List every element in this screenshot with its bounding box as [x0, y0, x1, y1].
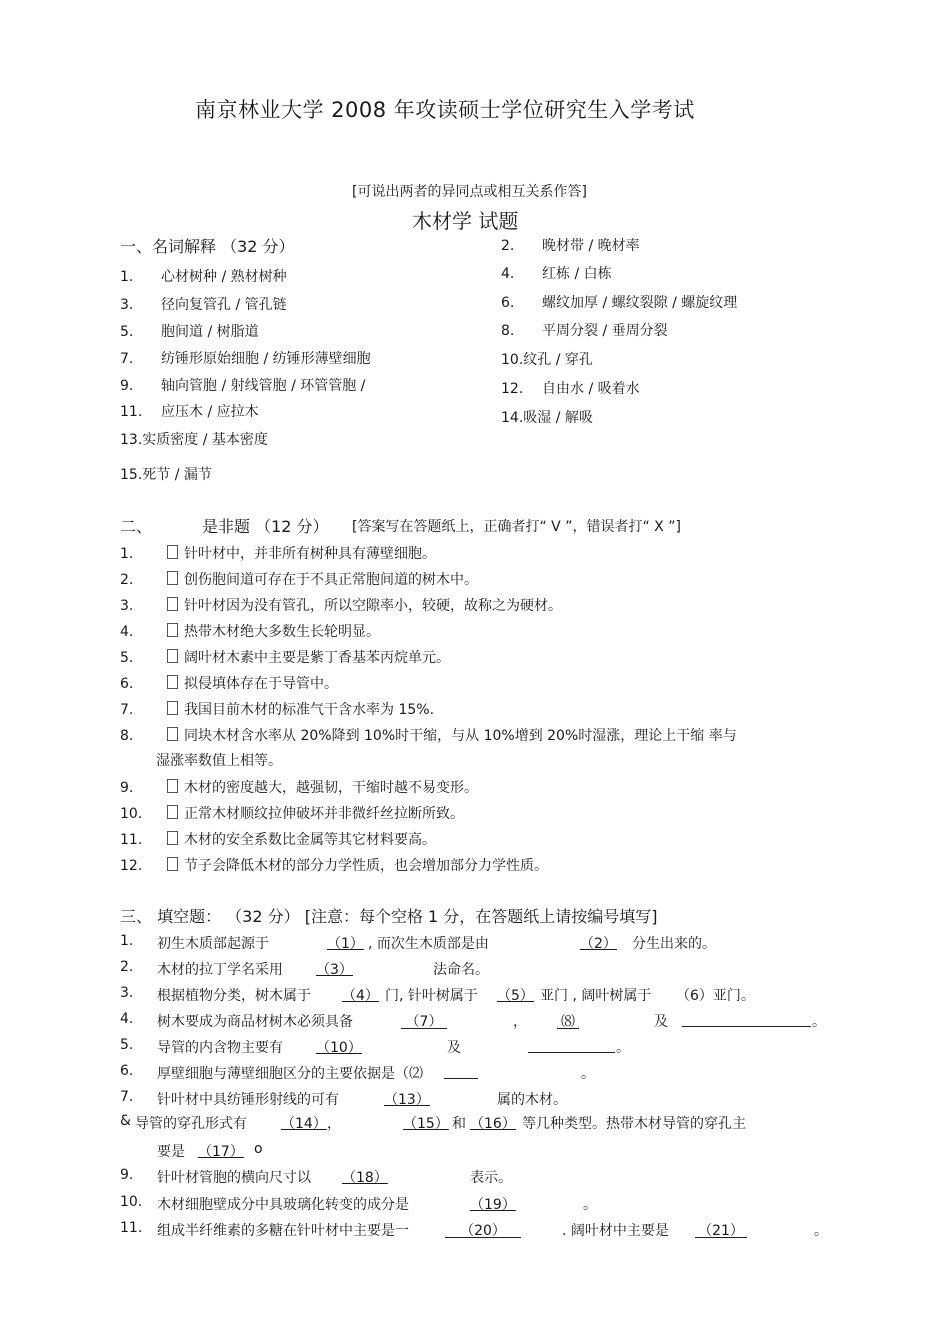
- checkbox-square[interactable]: [167, 675, 178, 689]
- item-text: 组成半纤维素的多糖在针叶材中主要是一: [157, 1223, 409, 1239]
- exam-title: 南京林业大学 2008 年攻读硕士学位研究生入学考试: [195, 98, 695, 122]
- blank-label: （10）: [316, 1040, 362, 1056]
- list-item: 3. 针叶材因为没有管孔，所以空隙率小，较硬，故称之为硬材。: [120, 598, 562, 614]
- item-text: . 阔叶材中主要是: [562, 1223, 669, 1239]
- checkbox-square[interactable]: [167, 701, 178, 715]
- list-item: 8. 平周分裂 / 垂周分裂: [501, 323, 668, 339]
- item-text: 导管的内含物主要有: [157, 1040, 283, 1056]
- checkbox-square[interactable]: [167, 597, 178, 611]
- item-text: 法命名。: [433, 962, 489, 978]
- checkbox-square[interactable]: [167, 649, 178, 663]
- blank-label: （13）: [384, 1092, 430, 1108]
- list-item: 6. 拟侵填体存在于导管中。: [120, 676, 338, 692]
- item-num: 7.: [120, 1089, 134, 1105]
- item-text: 木材的拉丁学名采用: [157, 962, 283, 978]
- item-text: （6）亚门。: [676, 988, 755, 1004]
- list-item: 12. 节子会降低木材的部分力学性质，也会增加部分力学性质。: [120, 858, 548, 874]
- list-item: 10.纹孔 / 穿孔: [501, 352, 593, 368]
- checkbox-square[interactable]: [167, 727, 178, 741]
- blank-label: （21）: [695, 1220, 747, 1238]
- answer-blank-line: [528, 1052, 615, 1053]
- section2-heading: 是非题 （12 分）: [202, 517, 329, 536]
- item-text: 分生出来的。: [632, 936, 716, 952]
- checkbox-square[interactable]: [167, 779, 178, 793]
- answer-blank-line: [682, 1026, 811, 1027]
- section2-heading-num: 二、: [120, 517, 153, 536]
- blank-label: （3）: [316, 962, 353, 978]
- checkbox-square[interactable]: [167, 571, 178, 585]
- blank-label: （16）: [470, 1116, 516, 1132]
- item-text: 初生木质部起源于: [157, 936, 269, 952]
- item-text: 门, 针叶树属于: [385, 988, 478, 1004]
- item-text: 针叶材管胞的横向尺寸以: [157, 1170, 311, 1186]
- item-text: 。: [812, 1014, 826, 1030]
- blank-label: （5）: [497, 988, 534, 1004]
- item-text: 。: [616, 1040, 630, 1056]
- item-text: 要是: [157, 1144, 185, 1160]
- item-num: 2.: [120, 959, 134, 975]
- list-item: 8. 同块木材含水率从 20%降到 10%时干缩，与从 10%增到 20%时湿涨，理论上干缩 率与: [120, 728, 737, 744]
- blank-label: （17）: [198, 1144, 244, 1160]
- checkbox-square[interactable]: [167, 805, 178, 819]
- blank-label: （14）: [281, 1116, 327, 1132]
- list-item: 2. 晚材带 / 晚材率: [501, 238, 640, 254]
- blank-label: （15）: [403, 1116, 449, 1132]
- item-text: 根据植物分类，树木属于: [157, 988, 311, 1004]
- checkbox-square[interactable]: [167, 831, 178, 845]
- item-num: 4.: [120, 1011, 134, 1027]
- blank-label: （4）: [342, 988, 379, 1004]
- blank-label: （20）: [445, 1220, 521, 1238]
- item-text: 。: [814, 1223, 828, 1239]
- item-text: 亚门 , 阔叶树属于: [540, 988, 652, 1004]
- blank-label: （2）: [580, 936, 617, 952]
- item-text: 厚壁细胞与薄壁细胞区分的主要依据是（⑵: [157, 1066, 423, 1082]
- list-item: 5. 阔叶材木素中主要是紫丁香基苯丙烷单元。: [120, 650, 450, 666]
- item-text: ，: [327, 1116, 341, 1132]
- list-item: 1. 针叶材中，并非所有树种具有薄壁细胞。: [120, 546, 436, 562]
- item-num: 3.: [120, 985, 134, 1001]
- item-num: 11.: [120, 1220, 143, 1236]
- list-item: 4. 红栋 / 白栋: [501, 266, 612, 282]
- checkbox-square[interactable]: [167, 545, 178, 559]
- item-text: , 而次生木质部是由: [368, 936, 489, 952]
- list-item: 14.吸湿 / 解吸: [501, 410, 593, 426]
- item-text: 及: [447, 1040, 461, 1056]
- list-item: 12. 自由水 / 吸着水: [501, 381, 640, 397]
- list-item: 7. 我国目前木材的标准气干含水率为 15%.: [120, 702, 435, 718]
- blank-label: （1）: [327, 936, 364, 952]
- section2-note: [答案写在答题纸上，正确者打“ V ”，错误者打“ X ”]: [352, 519, 681, 535]
- section3-heading: 三、 填空题： （32 分） [注意：每个空格 1 分，在答题纸上请按编号填写]: [120, 907, 658, 926]
- item-text: 树木要成为商品材树木必须具备: [157, 1014, 353, 1030]
- item-text: 木材细胞壁成分中具玻璃化转变的成分是: [157, 1197, 409, 1213]
- list-item: 11. 应压木 / 应拉木: [120, 404, 259, 420]
- item-num: 6.: [120, 1063, 134, 1079]
- list-item: 3. 径向复管孔 / 管孔链: [120, 297, 287, 313]
- answer-blank-line: [444, 1078, 478, 1079]
- list-item: 9. 轴向管胞 / 射线管胞 / 环管管胞 /: [120, 378, 366, 394]
- list-item: 2. 创伤胞间道可存在于不具正常胞间道的树木中。: [120, 572, 478, 588]
- item-text: 及: [654, 1014, 668, 1030]
- list-item: 4. 热带木材绝大多数生长轮明显。: [120, 624, 380, 640]
- item-text: 表示。: [470, 1170, 512, 1186]
- list-item: 9. 木材的密度越大，越强韧，干缩时越不易变形。: [120, 780, 478, 796]
- list-item: 7. 纺锤形原始细胞 / 纺锤形薄壁细胞: [120, 351, 371, 367]
- item-text: 。: [583, 1197, 597, 1213]
- item-num: 9.: [120, 1167, 134, 1183]
- item-text: o: [254, 1141, 263, 1157]
- item-num: 10.: [120, 1194, 143, 1210]
- list-item: 6. 螺纹加厚 / 螺纹裂隙 / 螺旋纹理: [501, 295, 738, 311]
- item-num: 1.: [120, 933, 134, 949]
- blank-label: （18）: [342, 1170, 388, 1186]
- item-num: 5.: [120, 1037, 134, 1053]
- item-text: ，: [513, 1014, 527, 1030]
- section1-heading: 一、名词解释 （32 分）: [120, 237, 295, 256]
- blank-label: （19）: [470, 1197, 516, 1213]
- list-item: 5. 胞间道 / 树脂道: [120, 324, 259, 340]
- subject-title: 木材学 试题: [412, 209, 519, 233]
- item-text: 等几种类型。热带木材导管的穿孔主: [522, 1116, 746, 1132]
- item-num: &: [120, 1113, 131, 1129]
- answer-note: [可说出两者的异同点或相互关系作答]: [352, 184, 587, 200]
- list-item-continuation: 湿涨率数值上相等。: [156, 753, 282, 769]
- item-text: 属的木材。: [497, 1092, 567, 1108]
- item-text: 。: [581, 1066, 595, 1082]
- list-item: 15.死节 / 漏节: [120, 467, 212, 483]
- item-text: 和: [452, 1116, 466, 1132]
- item-text: 针叶材中具纺锤形射线的可有: [157, 1092, 339, 1108]
- checkbox-square[interactable]: [167, 623, 178, 637]
- list-item: 13.实质密度 / 基本密度: [120, 432, 268, 448]
- blank-label: （7）: [401, 1011, 447, 1029]
- item-text: 导管的穿孔形式有: [135, 1116, 247, 1132]
- list-item: 10. 正常木材顺纹拉伸破坏并非微纤丝拉断所致。: [120, 806, 464, 822]
- list-item: 11. 木材的安全系数比金属等其它材料要高。: [120, 832, 436, 848]
- checkbox-square[interactable]: [167, 857, 178, 871]
- list-item: 1. 心材树种 / 熟材树种: [120, 269, 287, 285]
- blank-label: ⑻: [557, 1011, 579, 1029]
